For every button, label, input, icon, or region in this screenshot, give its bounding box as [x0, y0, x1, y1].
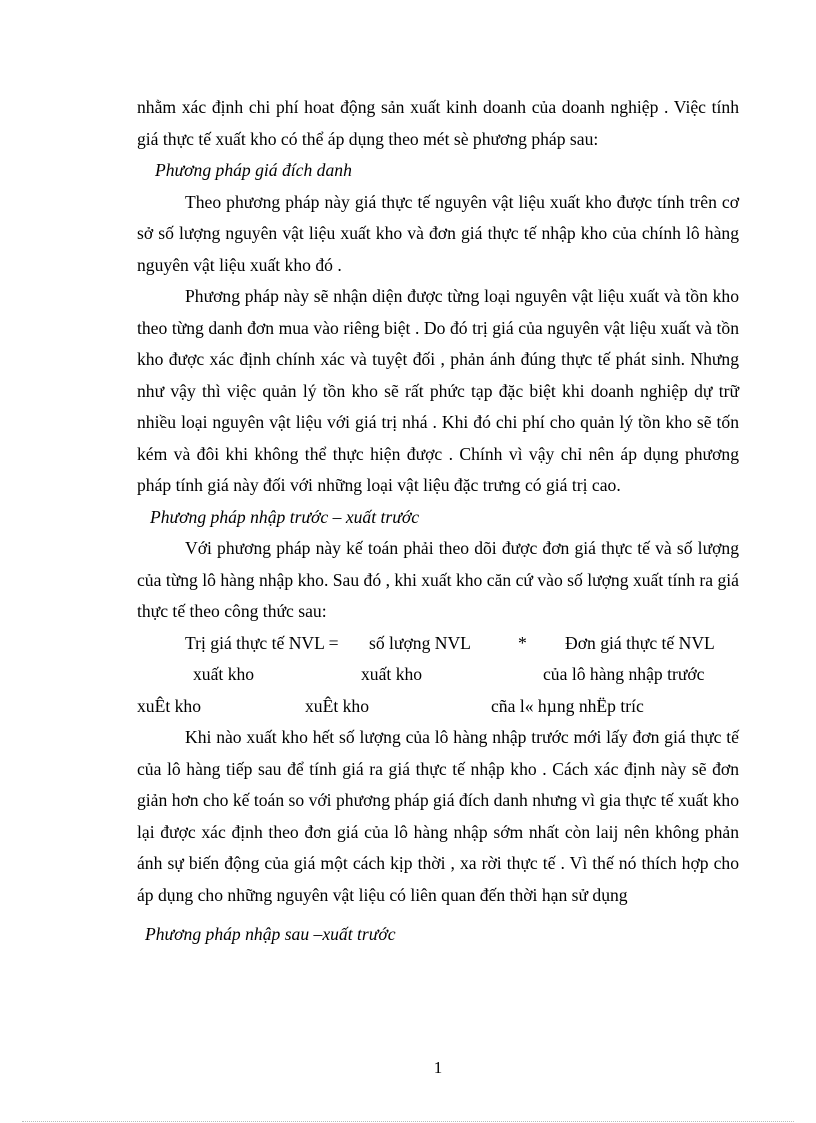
page-number: 1: [433, 1058, 443, 1077]
paragraph-dich-danh-definition: Theo phương pháp này giá thực tế nguyên vật liệu xuất kho được tính trên cơ sở số lượng nguyên vật liệu xuất kho và đơn giá thực tế nhập kho của chính lô hàng nguyên vật liệu xuất kho đó .: [137, 191, 739, 275]
formula-term-unit-price: Đơn giá thực tế NVL: [565, 632, 715, 653]
paragraph-fifo-intro: Với phương pháp này kế toán phải theo dõi được đơn giá thực tế và số lượng của từng lô hàng nhập kho. Sau đó , khi xuất kho căn cứ vào số lượng xuất tính ra giá thực tế theo công thức sau:: [137, 538, 739, 621]
formula-line-2: [137, 659, 739, 691]
formula-garbled-1: xuÊt kho: [137, 695, 202, 716]
heading-lifo: Phương pháp nhập sau –xuất trước: [145, 924, 396, 944]
paragraph-fifo-analysis: Khi nào xuất kho hết số lượng của lô hàng nhập trước mới lấy đơn giá thực tế của lô hàng tiếp sau để tính giá ra giá thực tế nhập kho . Cách xác định này sẽ đơn giản hơn cho kế toán so với phương pháp giá đích danh nhưng vì gia thực tế xuất kho lại được xác định theo đơn giá của lô hàng nhập sớm nhất còn laij nên không phản ánh sự biến động của giá một cách kịp thời , xa rời thực tế . Vì thế nó thích hợp cho áp dụng cho những nguyên vật liệu có liên quan đến thời hạn sử dụng: [137, 727, 739, 905]
formula-subterm-2: xuất kho: [361, 664, 423, 684]
paragraph-intro: nhằm xác định chi phí hoat động sản xuất kinh doanh của doanh nghiệp . Việc tính giá thực tế xuất kho có thể áp dụng theo mét sè phương pháp sau:: [137, 97, 739, 149]
formula-line-1: [137, 628, 739, 660]
body-text: [137, 92, 739, 951]
footer-divider: [22, 1121, 794, 1122]
heading-gia-dich-danh: Phương pháp giá đích danh: [155, 160, 352, 180]
formula-garbled-3: cña l« hµng nhËp tríc: [491, 695, 644, 716]
formula-subterm-1: xuất kho: [193, 664, 255, 684]
formula-line-3: [137, 691, 739, 723]
heading-fifo: Phương pháp nhập trước – xuất trước: [150, 506, 420, 527]
formula-term-quantity: số lượng NVL: [369, 632, 471, 653]
formula-multiply-sign: *: [518, 632, 527, 653]
formula-term-label: Trị giá thực tế NVL =: [185, 632, 339, 653]
formula-subterm-3: của lô hàng nhập trước: [543, 664, 705, 684]
paragraph-dich-danh-analysis: Phương pháp này sẽ nhận diện được từng loại nguyên vật liệu xuất và tồn kho theo từng danh đơn mua vào riêng biệt . Do đó trị giá của nguyên vật liệu xuất và tồn kho được xác định chính xác và tuyệt đối , phản ánh đúng thực tế phát sinh. Nhưng như vậy thì việc quản lý tồn kho sẽ rất phức tạp đặc biệt khi doanh nghiệp dự trữ nhiều loại nguyên vật liệu với giá trị nhá . Khi đó chi phí cho quản lý tồn kho sẽ tốn kém và đôi khi không thể thực hiện được . Chính vì vậy chỉ nên áp dụng phương pháp tính giá này đối với những loại vật liệu đặc trưng có giá trị cao.: [137, 286, 739, 495]
formula-garbled-2: xuÊt kho: [305, 695, 370, 716]
